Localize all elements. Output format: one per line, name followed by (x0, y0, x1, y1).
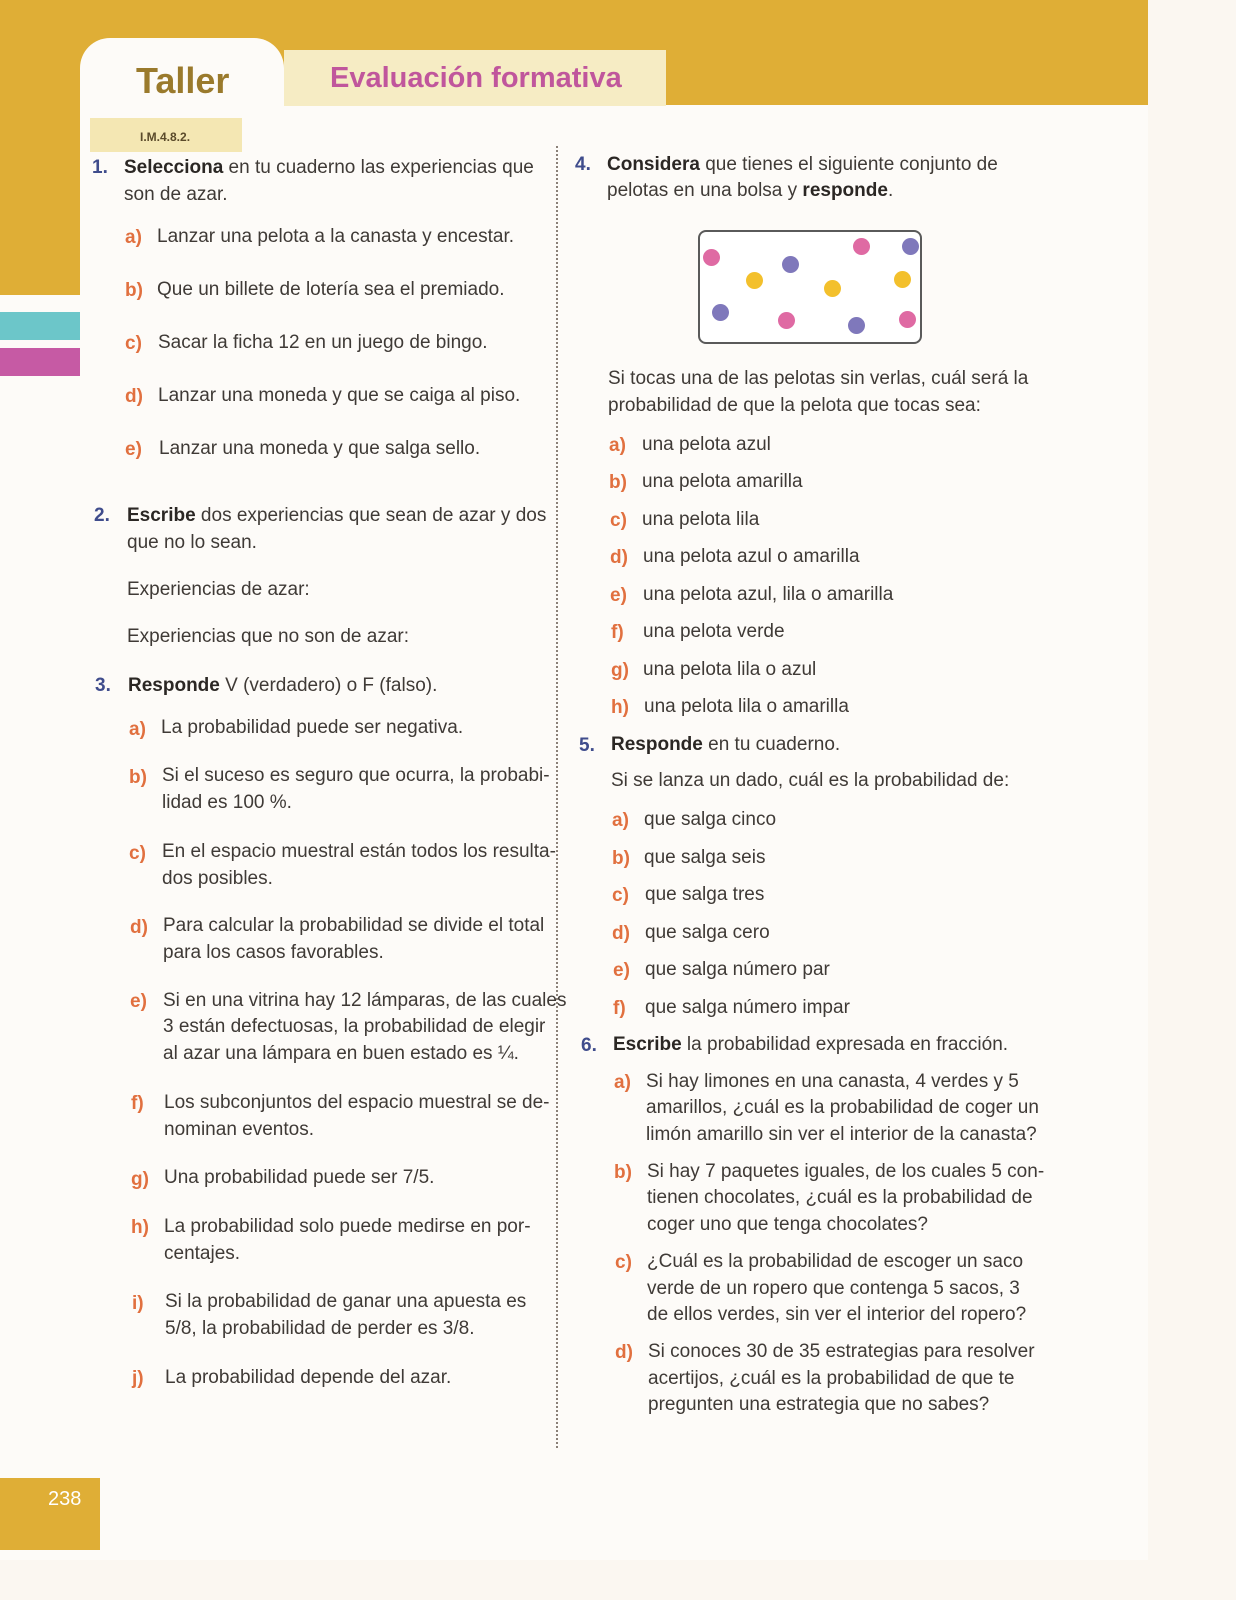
q5-option-text: que salga cinco (644, 809, 777, 830)
q4-option-text: una pelota lila o amarilla (644, 696, 849, 717)
q6-option-text: de ellos verdes, sin ver el interior del ropero? (647, 1304, 1027, 1325)
q4-option-text: una pelota verde (643, 621, 785, 642)
ball-bag-illustration (698, 230, 922, 344)
ball-pink (703, 249, 720, 266)
curriculum-code: I.M.4.8.2. (90, 118, 242, 152)
section-title: Evaluación formativa (330, 62, 622, 94)
q3-option-letter: i) (132, 1293, 144, 1314)
q3-option-letter: a) (129, 719, 146, 740)
q1-option-letter: d) (125, 386, 143, 407)
q3-option-text: dos posibles. (162, 868, 273, 889)
q4-option-letter: g) (611, 660, 629, 681)
q3-option-text: centajes. (164, 1243, 241, 1264)
q3-option-text: lidad es 100 %. (162, 792, 292, 813)
q4-statement: Considera que tienes el siguiente conjunto de (607, 154, 998, 175)
q1-option-letter: e) (125, 439, 142, 460)
q4-option-letter: f) (611, 622, 624, 643)
q5-statement: Responde en tu cuaderno. (611, 734, 841, 755)
q3-option-text: 3 están defectuosas, la probabilidad de elegir (163, 1016, 546, 1037)
q2-statement-line2: que no lo sean. (127, 532, 257, 553)
q1-option-letter: a) (125, 227, 142, 248)
q4-option-letter: h) (611, 697, 629, 718)
q6-option-text: acertijos, ¿cuál es la probabilidad de que te (648, 1368, 1015, 1389)
q1-option-text: Lanzar una moneda y que se caiga al piso. (158, 385, 521, 406)
taller-tab (80, 38, 284, 118)
q2-non-random-experiences-label: Experiencias que no son de azar: (127, 626, 410, 647)
q5-option-letter: f) (613, 998, 626, 1019)
q4-option-text: una pelota amarilla (642, 471, 803, 492)
q5-option-letter: d) (612, 923, 630, 944)
q6-option-letter: a) (614, 1072, 631, 1093)
q5-option-text: que salga tres (645, 884, 765, 905)
ball-blue (902, 238, 919, 255)
q2-number: 2. (94, 505, 110, 526)
q6-option-text: Si conoces 30 de 35 estrategias para resolver (648, 1341, 1035, 1362)
q4-option-letter: c) (610, 510, 627, 531)
q3-option-text: Si la probabilidad de ganar una apuesta es (165, 1291, 527, 1312)
q6-option-letter: d) (615, 1342, 633, 1363)
q3-option-text: nominan eventos. (164, 1119, 314, 1140)
q3-option-letter: g) (131, 1169, 149, 1190)
q6-option-text: limón amarillo sin ver el interior de la canasta? (646, 1124, 1037, 1145)
q3-option-text: para los casos favorables. (163, 942, 384, 963)
q1-option-text: Lanzar una moneda y que salga sello. (159, 438, 481, 459)
q3-option-text: Si el suceso es seguro que ocurra, la probabi- (162, 765, 550, 786)
q4-intro: Si tocas una de las pelotas sin verlas, cuál será la (608, 368, 1029, 389)
q2-statement: Escribe dos experiencias que sean de azar y dos (127, 505, 547, 526)
q4-number: 4. (575, 154, 591, 175)
q4-option-letter: e) (610, 585, 627, 606)
q5-option-text: que salga cero (645, 922, 770, 943)
q4-option-letter: b) (609, 472, 627, 493)
q4-option-text: una pelota azul (642, 434, 771, 455)
ball-yellow (894, 271, 911, 288)
q3-option-text: Para calcular la probabilidad se divide el total (163, 915, 545, 936)
q5-option-letter: e) (613, 960, 630, 981)
ball-yellow (746, 272, 763, 289)
q3-option-letter: c) (129, 843, 146, 864)
q3-option-text: 5/8, la probabilidad de perder es 3/8. (165, 1318, 475, 1339)
q3-option-text: En el espacio muestral están todos los resulta- (162, 841, 556, 862)
ball-pink (853, 238, 870, 255)
q5-option-letter: b) (612, 848, 630, 869)
q1-option-text: Que un billete de lotería sea el premiado. (157, 279, 505, 300)
q6-option-text: tienen chocolates, ¿cuál es la probabilidad de (647, 1187, 1033, 1208)
q6-option-letter: c) (615, 1252, 632, 1273)
page-number: 238 (0, 1478, 100, 1550)
q5-option-text: que salga número impar (645, 997, 850, 1018)
q3-option-text: al azar una lámpara en buen estado es ¼. (163, 1043, 519, 1064)
q3-option-letter: e) (130, 991, 147, 1012)
q3-option-text: La probabilidad puede ser negativa. (161, 717, 464, 738)
q4-statement-line2: pelotas en una bolsa y responde. (607, 180, 894, 201)
ball-yellow (824, 280, 841, 297)
q3-option-letter: f) (131, 1093, 144, 1114)
q4-option-text: una pelota lila (642, 509, 760, 530)
q6-option-text: Si hay limones en una canasta, 4 verdes y 5 (646, 1071, 1019, 1092)
q6-option-text: Si hay 7 paquetes iguales, de los cuales 5 con- (647, 1161, 1045, 1182)
ball-pink (778, 312, 795, 329)
section-title-box (284, 50, 666, 106)
q3-option-text: La probabilidad depende del azar. (165, 1367, 452, 1388)
q3-option-letter: h) (131, 1217, 149, 1238)
q3-option-letter: j) (132, 1368, 144, 1389)
q5-option-text: que salga número par (645, 959, 830, 980)
q6-number: 6. (581, 1035, 597, 1056)
q3-option-text: Una probabilidad puede ser 7/5. (164, 1167, 435, 1188)
q6-option-letter: b) (614, 1162, 632, 1183)
q3-statement: Responde V (verdadero) o F (falso). (128, 675, 438, 696)
q5-option-letter: a) (612, 810, 629, 831)
q5-option-text: que salga seis (644, 847, 766, 868)
ball-blue (848, 317, 865, 334)
q1-statement: Selecciona en tu cuaderno las experiencias que (124, 157, 534, 178)
q3-option-text: Los subconjuntos del espacio muestral se de- (164, 1092, 550, 1113)
q6-option-text: coger uno que tenga chocolates? (647, 1214, 928, 1235)
q5-option-letter: c) (612, 885, 629, 906)
q6-statement: Escribe la probabilidad expresada en fracción. (613, 1034, 1009, 1055)
left-margin-band (0, 0, 80, 295)
q3-option-text: La probabilidad solo puede medirse en por- (164, 1216, 531, 1237)
q3-number: 3. (95, 675, 111, 696)
q4-option-text: una pelota lila o azul (643, 659, 817, 680)
q1-option-letter: b) (125, 280, 143, 301)
q3-option-text: Si en una vitrina hay 12 lámparas, de las cuales (163, 990, 567, 1011)
q1-statement-line2: son de azar. (124, 184, 228, 205)
q4-option-letter: d) (610, 547, 628, 568)
q5-intro: Si se lanza un dado, cuál es la probabilidad de: (611, 770, 1010, 791)
margin-strip-pink (0, 348, 80, 376)
q4-option-text: una pelota azul, lila o amarilla (643, 584, 894, 605)
q3-option-letter: d) (130, 917, 148, 938)
q6-option-text: verde de un ropero que contenga 5 sacos, 3 (647, 1278, 1020, 1299)
q1-number: 1. (92, 157, 108, 178)
q1-option-text: Sacar la ficha 12 en un juego de bingo. (158, 332, 488, 353)
q6-option-text: amarillos, ¿cuál es la probabilidad de coger un (646, 1097, 1039, 1118)
q5-number: 5. (579, 735, 595, 756)
taller-label: Taller (136, 60, 230, 101)
q2-random-experiences-label: Experiencias de azar: (127, 579, 310, 600)
q3-option-letter: b) (129, 767, 147, 788)
ball-pink (899, 311, 916, 328)
ball-blue (712, 304, 729, 321)
q4-intro-line2: probabilidad de que la pelota que tocas sea: (608, 395, 981, 416)
q1-option-letter: c) (125, 333, 142, 354)
q6-option-text: ¿Cuál es la probabilidad de escoger un saco (647, 1251, 1024, 1272)
q6-option-text: pregunten una estrategia que no sabes? (648, 1394, 990, 1415)
q4-option-letter: a) (609, 435, 626, 456)
ball-blue (782, 256, 799, 273)
margin-strip-teal (0, 312, 80, 340)
q4-option-text: una pelota azul o amarilla (643, 546, 860, 567)
q1-option-text: Lanzar una pelota a la canasta y encestar. (157, 226, 515, 247)
column-divider (556, 146, 558, 1448)
